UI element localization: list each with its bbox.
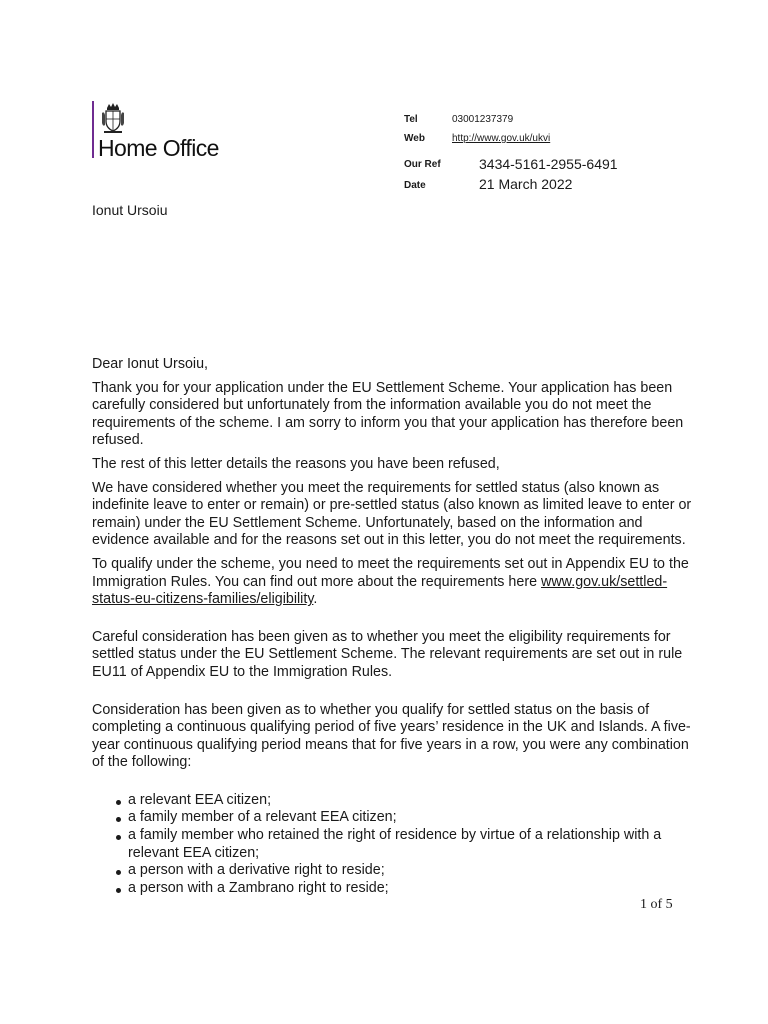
- logo-brand-bar: [92, 101, 94, 158]
- tel-value: 03001237379: [452, 114, 514, 125]
- paragraph-1: Thank you for your application under the EU Settlement Scheme. Your application has been carefully considered but unfortunately from the information available you do not meet the requirements of the scheme. I am sorry to inform you that your application has therefore been refused.: [92, 379, 684, 449]
- page-number: 1 of 5: [640, 897, 673, 912]
- salutation: Dear Ionut Ursoiu,: [92, 356, 209, 372]
- paragraph-3: We have considered whether you meet the requirements for settled status (also known as indefinite leave to enter or remain) or pre-settled status (also known as limited leave to enter or remain) under the EU Settlement Scheme. Unfortunately, based on the information and evidence available and for the reasons set out in this letter, you do not meet the requirements.: [92, 479, 692, 549]
- list-item: [114, 809, 692, 827]
- list-item-text: a family member who retained the right of residence by virtue of a relationship with a relevant EEA citizen;: [128, 827, 662, 861]
- web-label: Web: [404, 133, 425, 144]
- letter-body: [92, 356, 692, 897]
- bullet-icon: [116, 800, 121, 805]
- list-item-text: a person with a derivative right to reside;: [128, 862, 385, 879]
- recipient-name: Ionut Ursoiu: [92, 202, 168, 218]
- list-item: [114, 880, 692, 898]
- tel-label: Tel: [404, 114, 418, 125]
- list-item: [114, 827, 692, 862]
- bullet-icon: [116, 870, 121, 875]
- paragraph-2: The rest of this letter details the reasons you have been refused,: [92, 455, 500, 472]
- bullet-icon: [116, 888, 121, 893]
- ref-label: Our Ref: [404, 159, 441, 170]
- paragraph-6: Consideration has been given as to whether you qualify for settled status on the basis of completing a continuous qualifying period of five years’ residence in the UK and Islands. A five-year continuous qualifying period means that for five years in a row, you were any combination of the following:: [92, 701, 691, 771]
- org-name: Home Office: [98, 135, 219, 161]
- paragraph-4: [92, 556, 692, 609]
- date-label: Date: [404, 180, 426, 191]
- web-link[interactable]: http://www.gov.uk/ukvi: [452, 133, 551, 144]
- paragraph-5: Careful consideration has been given as to whether you meet the eligibility requirements for settled status under the EU Settlement Scheme. The relevant requirements are set out in rule EU11 of Appendix EU to the Immigration Rules.: [92, 628, 683, 680]
- bullet-icon: [116, 835, 121, 840]
- list-item-text: a relevant EEA citizen;: [128, 791, 272, 808]
- list-item-text: a family member of a relevant EEA citizen;: [128, 809, 397, 826]
- list-item-text: a person with a Zambrano right to reside;: [128, 879, 389, 896]
- eligibility-link[interactable]: www.gov.uk/settled-status-eu-citizens-families/eligibility: [92, 573, 668, 608]
- paragraph-4-end: .: [313, 591, 318, 608]
- list-item: [114, 792, 692, 810]
- ref-value: 3434-5161-2955-6491: [479, 156, 618, 172]
- bullet-icon: [116, 817, 121, 822]
- qualifying-list: [114, 792, 692, 898]
- home-office-logo: [92, 101, 242, 159]
- paragraph-4-text: To qualify under the scheme, you need to meet the requirements set out in Appendix EU to the Immigration Rules. You can find out more about the requirements here: [92, 555, 689, 590]
- date-value: 21 March 2022: [479, 176, 573, 192]
- royal-crest-icon: [100, 101, 126, 135]
- list-item: [114, 862, 692, 880]
